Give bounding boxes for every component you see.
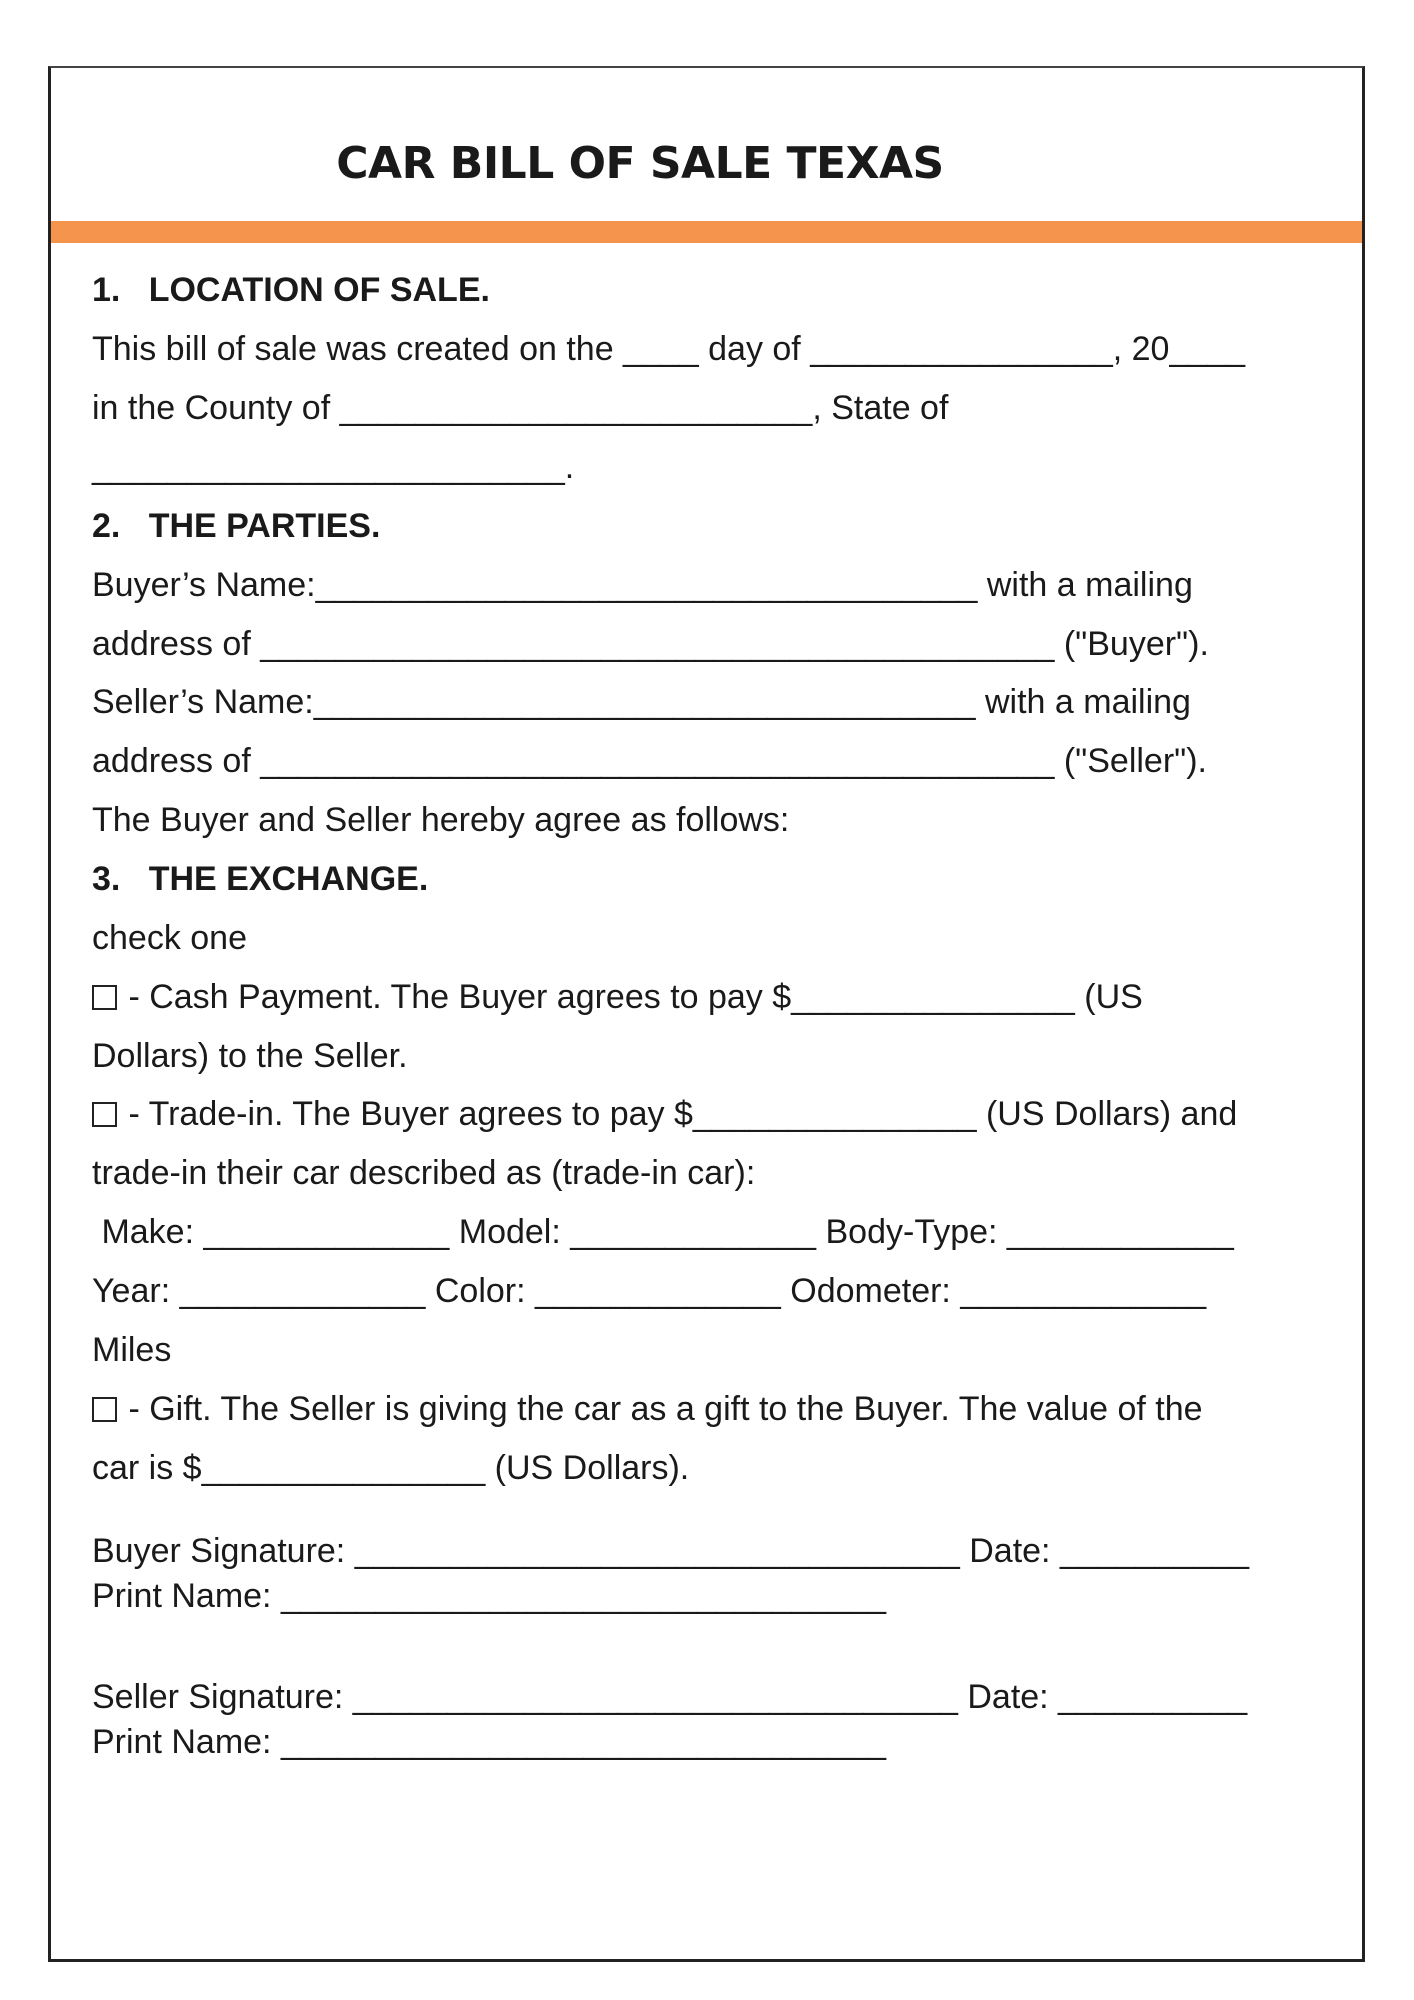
seller-signature-line: Seller Signature: ________________________________ Date: __________ [92, 1678, 1248, 1716]
document-title: CAR BILL OF SALE TEXAS [336, 138, 944, 189]
location-county-line: in the County of _________________________, State of [92, 389, 949, 427]
miles-label: Miles [92, 1331, 172, 1369]
section-heading-location: 1. LOCATION OF SALE. [92, 271, 490, 309]
location-state-line: _________________________. [92, 448, 575, 486]
location-date-line: This bill of sale was created on the ____ day of ________________, 20____ [92, 330, 1246, 368]
buyer-name-line: Buyer’s Name:___________________________________ with a mailing [92, 566, 1193, 604]
seller-name-line: Seller’s Name:___________________________________ with a mailing [92, 683, 1191, 721]
trade-in-make-line: Make: _____________ Model: _____________ Body-Type: ____________ [92, 1213, 1234, 1251]
trade-in-option [92, 1094, 1237, 1134]
cash-checkbox[interactable] [92, 985, 117, 1010]
gift-option [92, 1389, 1203, 1429]
agreement-line: The Buyer and Seller hereby agree as follows: [92, 801, 790, 839]
gift-checkbox[interactable] [92, 1397, 117, 1422]
section-heading-exchange: 3. THE EXCHANGE. [92, 860, 429, 898]
check-one-label: check one [92, 919, 247, 957]
buyer-print-name-line: Print Name: ________________________________ [92, 1577, 887, 1615]
gift-line2: car is $_______________ (US Dollars). [92, 1449, 690, 1487]
buyer-address-line: address of __________________________________________ ("Buyer"). [92, 625, 1209, 663]
gift-text: - Gift. The Seller is giving the car as a gift to the Buyer. The value of the [119, 1390, 1203, 1428]
trade-in-text: - Trade-in. The Buyer agrees to pay $_______________ (US Dollars) and [119, 1095, 1238, 1133]
cash-payment-text: - Cash Payment. The Buyer agrees to pay $_______________ (US [119, 978, 1143, 1016]
buyer-signature-line: Buyer Signature: ________________________________ Date: __________ [92, 1532, 1250, 1570]
section-heading-parties: 2. THE PARTIES. [92, 507, 381, 545]
trade-in-checkbox[interactable] [92, 1102, 117, 1127]
seller-print-name-line: Print Name: ________________________________ [92, 1723, 887, 1761]
seller-address-line: address of __________________________________________ ("Seller"). [92, 742, 1207, 780]
orange-divider-band [51, 221, 1362, 243]
cash-payment-line2: Dollars) to the Seller. [92, 1037, 408, 1075]
cash-payment-option [92, 977, 1143, 1017]
trade-in-year-line: Year: _____________ Color: _____________ Odometer: _____________ [92, 1272, 1207, 1310]
trade-in-line2: trade-in their car described as (trade-in car): [92, 1154, 756, 1192]
